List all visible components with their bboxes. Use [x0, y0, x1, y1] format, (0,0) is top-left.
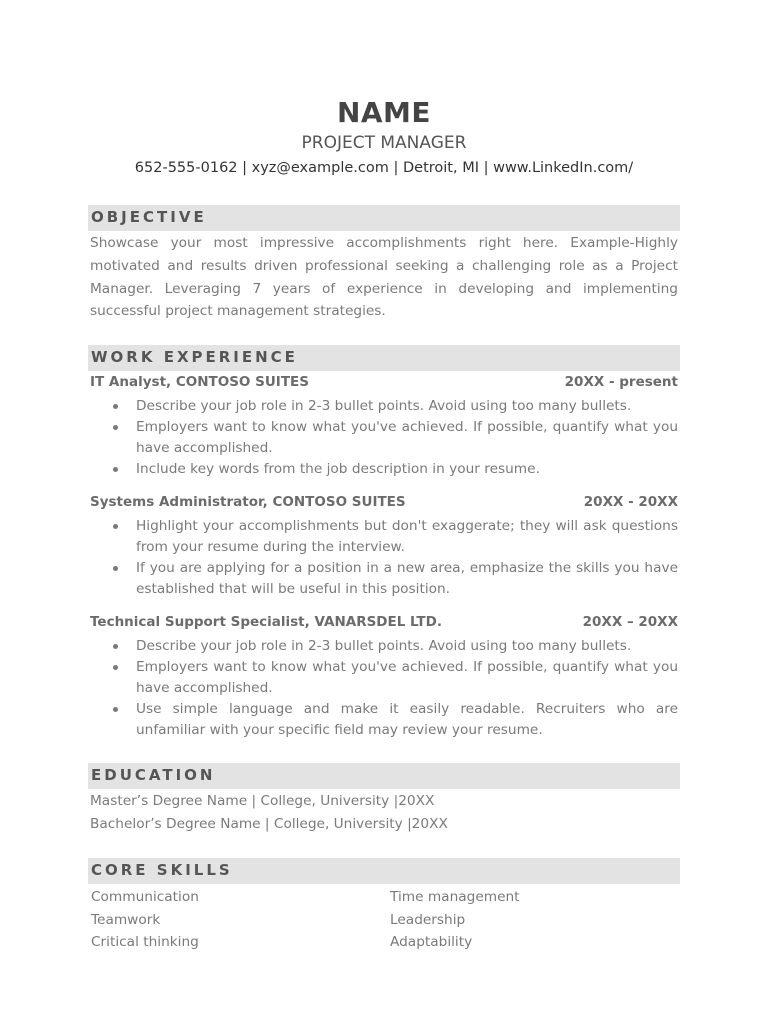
resume-header	[0, 95, 768, 179]
bullet-icon	[113, 425, 118, 430]
job-bullet: Employers want to know what you've achieved. If possible, quantify what you have accomplished.	[90, 657, 678, 699]
bullet-icon	[113, 404, 118, 409]
job-bullet: Describe your job role in 2-3 bullet points. Avoid using too many bullets.	[90, 396, 678, 417]
job-bullet: If you are applying for a position in a new area, emphasize the skills you have established that will be useful in this position.	[90, 558, 678, 600]
section-title-work: WORK EXPERIENCE	[91, 348, 298, 366]
education-entry: Bachelor’s Degree Name | College, University |20XX	[90, 816, 448, 832]
work-section-header	[88, 345, 680, 371]
job-bullet: Include key words from the job description in your resume.	[90, 459, 678, 480]
job-bullet: Employers want to know what you've achieved. If possible, quantify what you have accomplished.	[90, 417, 678, 459]
job-dates: 20XX - 20XX	[583, 494, 678, 510]
objective-section-header	[88, 205, 680, 231]
job-title: IT Analyst, CONTOSO SUITES	[90, 374, 309, 390]
section-title-objective: OBJECTIVE	[91, 208, 207, 226]
candidate-name: NAME	[336, 96, 432, 129]
contact-line: 652-555-0162 | xyz@example.com | Detroit, MI | www.LinkedIn.com/	[134, 160, 634, 176]
bullet-icon	[113, 644, 118, 649]
job-header	[90, 494, 678, 514]
bullet-icon	[113, 467, 118, 472]
job-title: Systems Administrator, CONTOSO SUITES	[90, 494, 406, 510]
job-bullet: Use simple language and make it easily readable. Recruiters who are unfamiliar with your specific field may review your resume.	[90, 699, 678, 741]
skills-section-header	[88, 858, 680, 884]
job-bullet: Highlight your accomplishments but don't exaggerate; they will ask questions from your resume during the interview.	[90, 516, 678, 558]
bullet-icon	[113, 524, 118, 529]
skill-item: Critical thinking	[91, 934, 199, 950]
job-header	[90, 614, 678, 634]
section-title-skills: CORE SKILLS	[91, 861, 233, 879]
bullet-icon	[113, 665, 118, 670]
skill-item: Leadership	[390, 912, 466, 928]
education-section-header	[88, 763, 680, 789]
job-bullet-list	[90, 396, 678, 480]
education-entry: Master’s Degree Name | College, University |20XX	[90, 793, 435, 809]
job-bullet-list	[90, 516, 678, 600]
section-title-education: EDUCATION	[91, 766, 216, 784]
job-header	[90, 374, 678, 394]
skill-item: Teamwork	[91, 912, 161, 928]
skill-item: Time management	[390, 889, 520, 905]
bullet-icon	[113, 566, 118, 571]
job-bullet-list	[90, 636, 678, 741]
candidate-role: PROJECT MANAGER	[301, 133, 467, 153]
job-bullet: Describe your job role in 2-3 bullet points. Avoid using too many bullets.	[90, 636, 678, 657]
job-dates: 20XX - present	[564, 374, 678, 390]
objective-text: Showcase your most impressive accomplishments right here. Example-Highly motivated and results driven professional seeking a challenging role as a Project Manager. Leveraging 7 years of experience in developing and implementing successful project management strategies.	[90, 235, 678, 320]
job-dates: 20XX – 20XX	[582, 614, 678, 630]
skill-item: Adaptability	[390, 934, 473, 950]
skill-item: Communication	[91, 889, 199, 905]
bullet-icon	[113, 707, 118, 712]
job-title: Technical Support Specialist, VANARSDEL LTD.	[90, 614, 442, 630]
